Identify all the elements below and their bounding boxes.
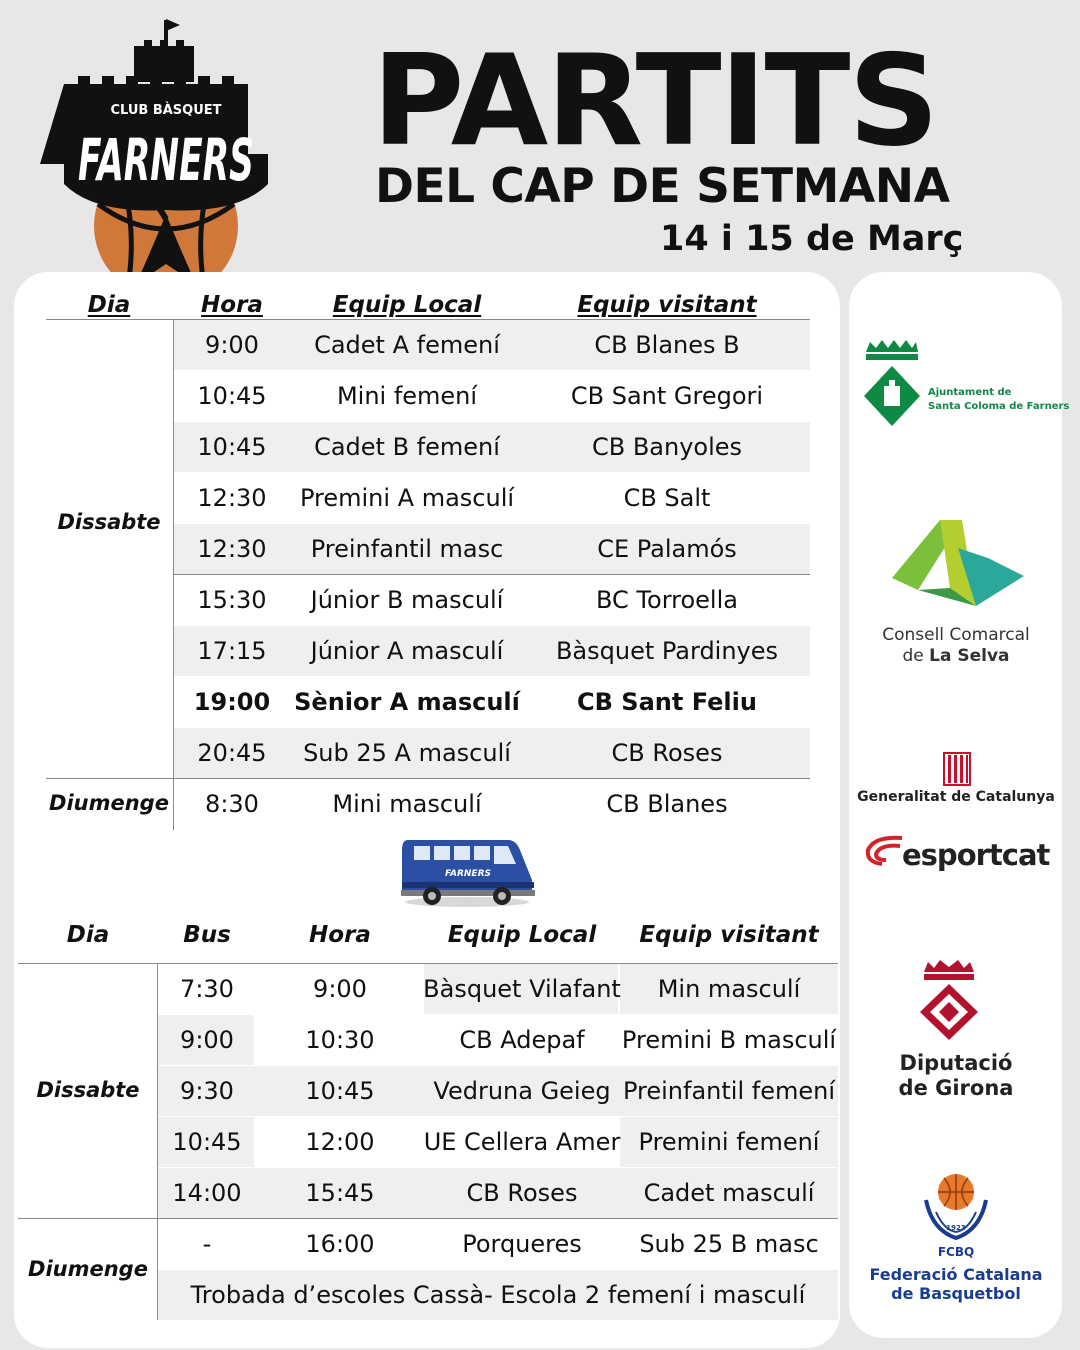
home-visitant: CB Banyoles (591, 433, 743, 461)
away-bus: 14:00 (172, 1179, 242, 1207)
away-visitant: Min masculí (657, 975, 801, 1003)
away-visitant: Preinfantil femení (622, 1077, 835, 1105)
home-hora: 8:30 (205, 790, 259, 818)
away-header-dia: Dia (66, 922, 110, 948)
away-hora: 16:00 (305, 1230, 375, 1258)
home-hora: 12:30 (197, 535, 267, 563)
generalitat-text: Generalitat de Catalunya (857, 789, 1055, 805)
away-local: Vedruna Geieg (433, 1077, 611, 1105)
away-hora: 10:30 (305, 1026, 375, 1054)
away-local: CB Adepaf (459, 1026, 585, 1054)
away-hora: 15:45 (305, 1179, 375, 1207)
away-bus: 10:45 (172, 1128, 242, 1156)
home-hora: 19:00 (193, 688, 271, 716)
home-visitant: CE Palamós (597, 535, 737, 563)
home-local: Mini femení (336, 382, 478, 410)
home-visitant: CB Blanes (606, 790, 728, 818)
ajuntament-line1: Ajuntament de (928, 387, 1012, 398)
fcbq-basketball-icon (920, 1172, 992, 1260)
home-visitant: Bàsquet Pardinyes (555, 637, 779, 665)
away-day-dissabte: Dissabte (36, 1078, 140, 1102)
home-local: Preinfantil masc (310, 535, 504, 563)
page-subtitle: DEL CAP DE SETMANA (375, 159, 950, 214)
away-visitant: Sub 25 B masc (639, 1230, 819, 1258)
bus-label: FARNERS (445, 869, 491, 879)
home-local: Júnior B masculí (310, 586, 504, 614)
consell-line2 (860, 646, 1052, 666)
consell-line2-bold: La Selva (929, 646, 1010, 666)
home-header-hora: Hora (201, 292, 263, 318)
home-local: Sub 25 A masculí (303, 739, 511, 767)
diputacio-crest-icon (918, 958, 980, 1042)
logo-name: FARNERS (78, 126, 254, 194)
logo-club-line: CLUB BÀSQUET (110, 103, 222, 118)
home-header-dia: Dia (87, 292, 131, 318)
away-header-visitant: Equip visitant (639, 922, 819, 948)
away-local: Porqueres (462, 1230, 582, 1258)
home-header-visitant: Equip visitant (577, 292, 757, 318)
esportcat-swoosh-icon (864, 834, 904, 868)
date-label: 14 i 15 de Març (660, 219, 964, 259)
away-hora: 12:00 (305, 1128, 375, 1156)
page-title: PARTITS (372, 27, 938, 174)
away-bus: - (202, 1230, 212, 1258)
generalitat-flag-icon (943, 752, 971, 786)
home-local: Cadet B femení (314, 433, 500, 461)
home-visitant: CB Blanes B (594, 331, 740, 359)
fcbq-abbr: FCBQ (937, 1245, 975, 1259)
home-day-dissabte: Dissabte (57, 510, 161, 534)
away-hora: 10:45 (305, 1077, 375, 1105)
away-visitant: Premini B masculí (621, 1026, 837, 1054)
home-local: Mini masculí (332, 790, 482, 818)
fcbq-line2 (860, 1284, 1052, 1303)
ajuntament-crest-icon (862, 336, 922, 430)
home-local: Cadet A femení (314, 331, 500, 359)
home-visitant: CB Sant Gregori (570, 382, 764, 410)
home-hora: 15:30 (197, 586, 267, 614)
home-hora: 20:45 (197, 739, 267, 767)
home-visitant: CB Roses (611, 739, 723, 767)
away-local: CB Roses (466, 1179, 578, 1207)
away-bus: 9:30 (180, 1077, 234, 1105)
consell-logo-icon (888, 518, 1028, 610)
away-header-hora: Hora (309, 922, 371, 948)
home-header-local: Equip Local (332, 292, 482, 318)
away-bus: 7:30 (180, 975, 234, 1003)
away-local: UE Cellera Amer (423, 1128, 621, 1156)
home-hora: 17:15 (197, 637, 267, 665)
home-visitant: CB Sant Feliu (577, 688, 757, 716)
consell-line1: Consell Comarcal (882, 625, 1030, 645)
fcbq-year: 1923 (946, 1224, 966, 1232)
away-header-local: Equip Local (447, 922, 597, 948)
home-day-diumenge: Diumenge (49, 791, 169, 815)
home-hora: 10:45 (197, 382, 267, 410)
away-note: Trobada d’escoles Cassà- Escola 2 femení i masculí (190, 1281, 806, 1309)
fcbq-line2-prefix: de (891, 1284, 920, 1303)
away-visitant: Cadet masculí (643, 1179, 815, 1207)
consell-line2-prefix: de (902, 646, 930, 666)
fcbq-line1: Federació Catalana (869, 1265, 1043, 1284)
fcbq-line2-bold: Basquetbol (919, 1284, 1021, 1303)
home-hora: 12:30 (197, 484, 267, 512)
away-visitant: Premini femení (638, 1128, 820, 1156)
home-local: Júnior A masculí (310, 637, 504, 665)
ajuntament-line2: Santa Coloma de Farners (928, 401, 1070, 412)
away-hora: 9:00 (313, 975, 367, 1003)
diputacio-line1: Diputació (899, 1051, 1013, 1075)
away-local: Bàsquet Vilafant (423, 975, 621, 1003)
diputacio-line2: de Girona (898, 1076, 1014, 1100)
bus-icon (398, 834, 536, 908)
esportcat-text: esportcat (902, 838, 1050, 872)
away-header-bus: Bus (183, 922, 231, 948)
away-day-diumenge: Diumenge (28, 1257, 148, 1281)
club-logo (58, 14, 278, 300)
home-hora: 9:00 (205, 331, 259, 359)
home-visitant: CB Salt (623, 484, 711, 512)
home-visitant: BC Torroella (596, 586, 738, 614)
away-bus: 9:00 (180, 1026, 234, 1054)
home-local: Sènior A masculí (294, 688, 520, 716)
home-hora: 10:45 (197, 433, 267, 461)
home-local: Premini A masculí (299, 484, 515, 512)
